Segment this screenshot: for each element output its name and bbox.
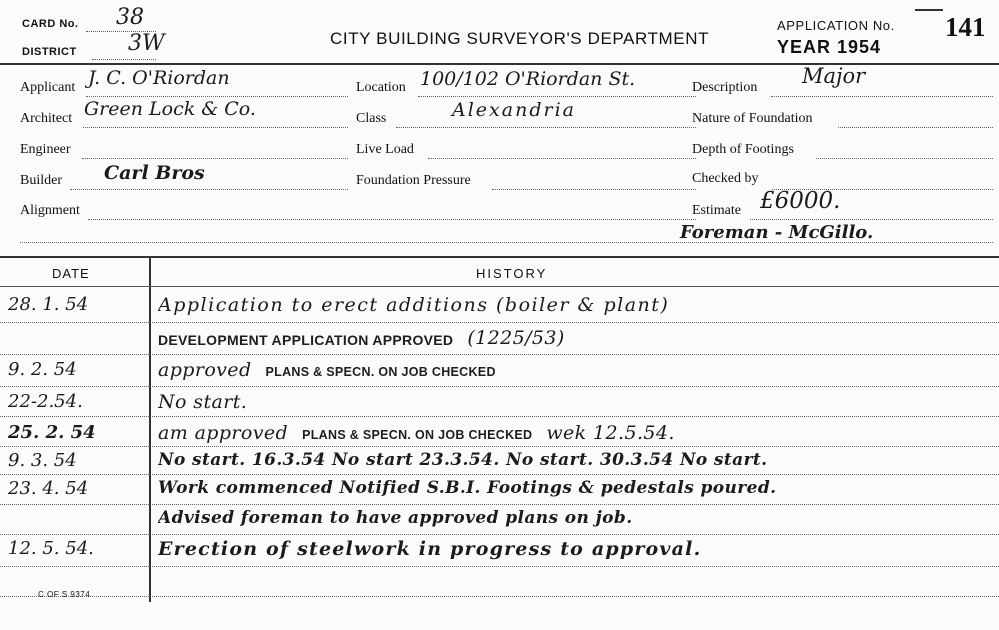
applicant-label: Applicant bbox=[20, 80, 76, 95]
builder-label: Builder bbox=[20, 173, 62, 188]
history-entry bbox=[158, 327, 994, 349]
engineer-line bbox=[82, 158, 348, 159]
class-line bbox=[396, 127, 696, 128]
history-date: 25. 2. 54 bbox=[8, 422, 96, 443]
card-no-label: CARD No. bbox=[22, 18, 79, 30]
history-ruling-line bbox=[0, 286, 999, 287]
class-label: Class bbox=[356, 111, 387, 126]
stamp-text: PLANS & SPECN. ON JOB CHECKED bbox=[265, 364, 496, 379]
card-no-value: 38 bbox=[116, 5, 144, 30]
history-column-header: HISTORY bbox=[476, 266, 548, 281]
description-line bbox=[771, 96, 993, 97]
history-entry bbox=[158, 450, 994, 470]
architect-value: Green Lock & Co. bbox=[84, 98, 256, 120]
engineer-label: Engineer bbox=[20, 142, 71, 157]
history-entry bbox=[158, 508, 994, 528]
district-label: DISTRICT bbox=[22, 46, 77, 58]
history-date: 23. 4. 54 bbox=[8, 478, 89, 499]
handwritten-entry: No start. bbox=[158, 391, 248, 413]
depth-of-footings-label: Depth of Footings bbox=[692, 142, 794, 157]
applicant-line bbox=[86, 96, 348, 97]
depth-of-footings-line bbox=[816, 158, 993, 159]
history-row bbox=[0, 538, 999, 568]
nature-of-foundation-line bbox=[838, 127, 993, 128]
live-load-label: Live Load bbox=[356, 142, 414, 157]
handwritten-entry: am approved bbox=[158, 422, 289, 444]
architect-line bbox=[83, 127, 348, 128]
history-date: 22-2.54. bbox=[8, 391, 83, 412]
district-line bbox=[92, 59, 156, 60]
estimate-value: £6000. bbox=[760, 188, 841, 214]
handwritten-entry: No start. 16.3.54 No start 23.3.54. No start. 30.3.54 No start. bbox=[158, 450, 768, 470]
class-value: Alexandria bbox=[452, 99, 576, 121]
department-title: CITY BUILDING SURVEYOR'S DEPARTMENT bbox=[330, 29, 710, 48]
estimate-label: Estimate bbox=[692, 203, 741, 218]
history-row bbox=[0, 450, 999, 480]
history-entry bbox=[158, 538, 994, 560]
architect-label: Architect bbox=[20, 111, 73, 126]
application-dash bbox=[915, 9, 943, 11]
history-date: 9. 3. 54 bbox=[8, 450, 77, 471]
history-entry bbox=[158, 478, 994, 498]
location-value: 100/102 O'Riordan St. bbox=[420, 68, 636, 90]
history-ruling-line bbox=[0, 596, 999, 597]
district-value: 3W bbox=[128, 31, 165, 56]
builder-value: Carl Bros bbox=[104, 162, 205, 184]
history-row bbox=[0, 508, 999, 538]
date-column-header: DATE bbox=[52, 266, 90, 281]
history-entry bbox=[158, 294, 994, 316]
history-date: 28. 1. 54 bbox=[8, 294, 89, 315]
application-no-label: APPLICATION No. bbox=[777, 18, 895, 33]
history-entry bbox=[158, 422, 994, 444]
history-row bbox=[0, 359, 999, 389]
applicant-value: J. C. O'Riordan bbox=[88, 67, 230, 89]
live-load-line bbox=[428, 158, 696, 159]
location-label: Location bbox=[356, 80, 406, 95]
history-row bbox=[0, 391, 999, 421]
location-line bbox=[418, 96, 696, 97]
checked-by-label: Checked by bbox=[692, 171, 759, 186]
history-row bbox=[0, 294, 999, 324]
builder-line bbox=[70, 189, 348, 190]
foreman-note: Foreman - McGillo. bbox=[680, 222, 874, 243]
history-entry bbox=[158, 359, 994, 381]
alignment-label: Alignment bbox=[20, 203, 80, 218]
estimate-line bbox=[750, 219, 993, 220]
nature-of-foundation-label: Nature of Foundation bbox=[692, 111, 813, 126]
handwritten-entry: Advised foreman to have approved plans on job. bbox=[158, 508, 633, 528]
year-label: YEAR 1954 bbox=[777, 37, 882, 57]
description-label: Description bbox=[692, 80, 758, 95]
handwritten-entry: Work commenced Notified S.B.I. Footings & pedestals poured. bbox=[158, 478, 777, 498]
handwritten-entry: wek 12.5.54. bbox=[546, 422, 675, 444]
history-row bbox=[0, 422, 999, 452]
handwritten-entry: (1225/53) bbox=[467, 327, 565, 349]
history-entry bbox=[158, 391, 994, 413]
alignment-line bbox=[88, 219, 696, 220]
history-date: 9. 2. 54 bbox=[8, 359, 77, 380]
history-date: 12. 5. 54. bbox=[8, 538, 94, 559]
history-row bbox=[0, 327, 999, 357]
form-code: C OF S 9374 bbox=[38, 590, 91, 599]
description-value: Major bbox=[802, 64, 866, 88]
stamp-text: PLANS & SPECN. ON JOB CHECKED bbox=[302, 427, 533, 442]
history-row bbox=[0, 478, 999, 508]
handwritten-entry: Erection of steelwork in progress to approval. bbox=[158, 538, 702, 560]
foundation-pressure-label: Foundation Pressure bbox=[356, 173, 471, 188]
application-no-value: 141 bbox=[945, 12, 986, 42]
handwritten-entry: Application to erect additions (boiler & plant) bbox=[158, 294, 670, 316]
foundation-pressure-line bbox=[492, 189, 696, 190]
handwritten-entry: approved bbox=[158, 359, 252, 381]
stamp-text: DEVELOPMENT APPLICATION APPROVED bbox=[158, 331, 454, 348]
